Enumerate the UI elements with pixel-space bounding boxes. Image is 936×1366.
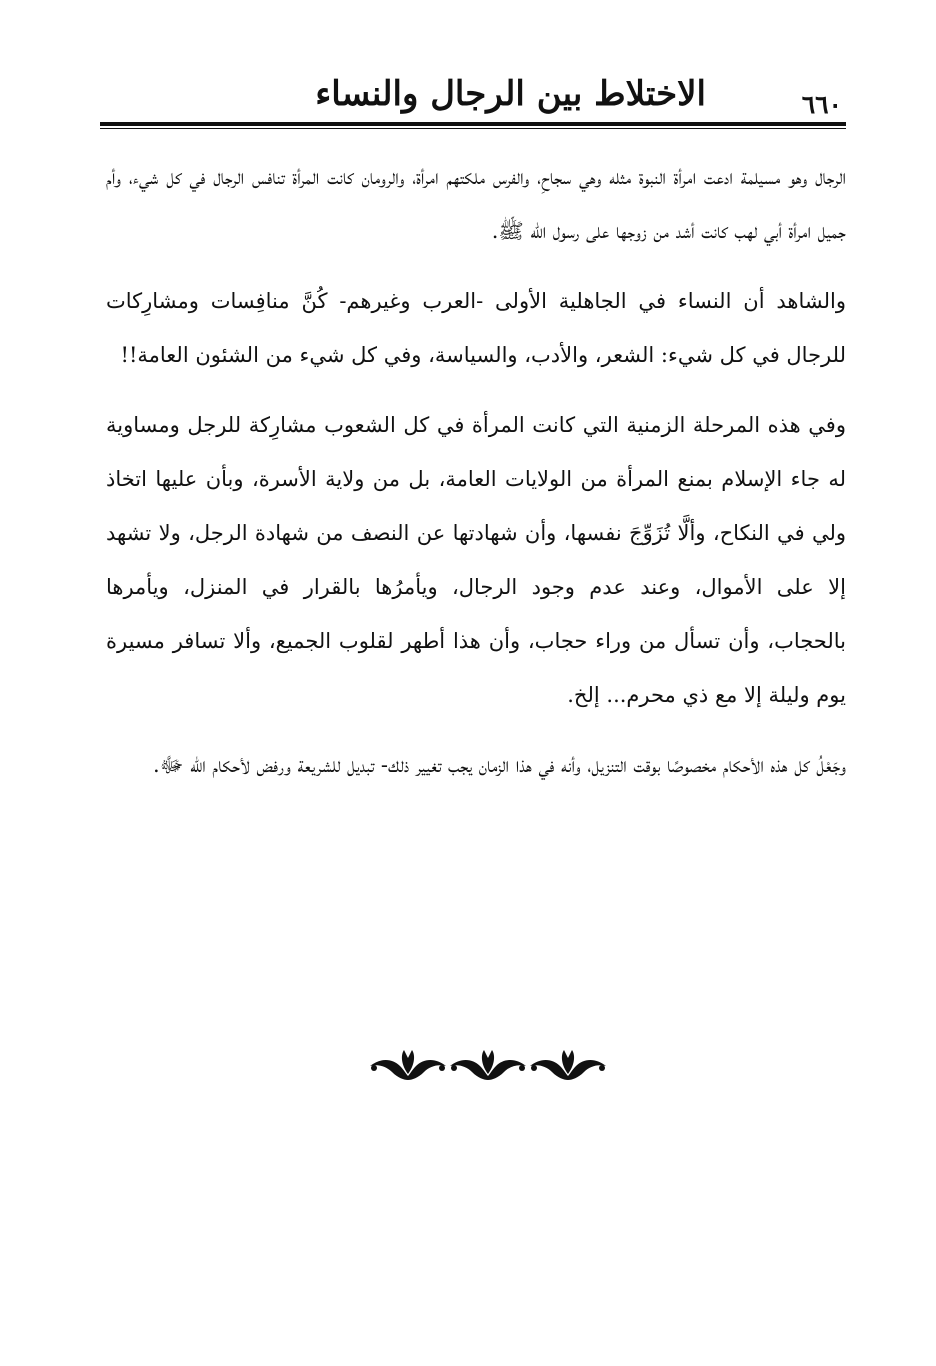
page-number: ٦٦٠: [801, 90, 842, 119]
body-text: [106, 150, 846, 808]
paragraph-3: وفي هذه المرحلة الزمنية التي كانت المرأة في كل الشعوب مشارِكة للرجل ومساوية له جاء الإسلام بمنع المرأة من الولايات العامة، بل من ولاية الأسرة، وبأن عليها اتخاذ ولي في النكاح، وألَّا تُزَوِّجَ نفسها، وأن شهادتها عن النصف من شهادة الرجل، ولا تشهد إلا على الأموال، وعند عدم وجود الرجال، ويأمرُها بالقرار في المنزل، ويأمرها بالحجاب، وأن تسأل من وراء حجاب، وأن هذا أطهر لقلوب الجميع، وألا تسافر مسيرة يوم وليلة إلا مع ذي محرم... إلخ.: [106, 413, 846, 707]
ornament-unit-2: [450, 1050, 526, 1080]
ornament-unit-1: [370, 1050, 446, 1080]
paragraph-2: والشاهد أن النساء في الجاهلية الأولى -العرب وغيرهم- كُنَّ منافِسات ومشارِكات للرجال في كل شيء: الشعر، والأدب، والسياسة، وفي كل شيء من الشئون العامة!!: [106, 289, 846, 367]
floral-ornament-icon: [368, 1044, 608, 1084]
running-title: الاختلاط بين الرجال والنساء: [315, 74, 706, 114]
page-header: [100, 70, 846, 132]
paragraph-4: وجَعْلُ كل هذه الأحكام مخصوصًا بوقت التنزيل، وأنه في هذا الزمان يجب تغيير ذلك- تبديل للشريعة ورفض لأحكام الله ﷻ.: [153, 753, 846, 777]
header-rule-thin: [100, 128, 846, 129]
paragraph-1: الرجال وهو مسيلمة ادعت امرأة النبوة مثله وهي سجاحِ، والفرس ملكتهم امرأة، والرومان كانت المرأة تنافس الرجال في كل شيء، وأم جميل امرأة أبي لهب كانت أشد من زوجها على رسول الله ﷺ.: [106, 165, 846, 243]
header-rule: [100, 122, 846, 126]
ornament-unit-3: [530, 1050, 606, 1080]
